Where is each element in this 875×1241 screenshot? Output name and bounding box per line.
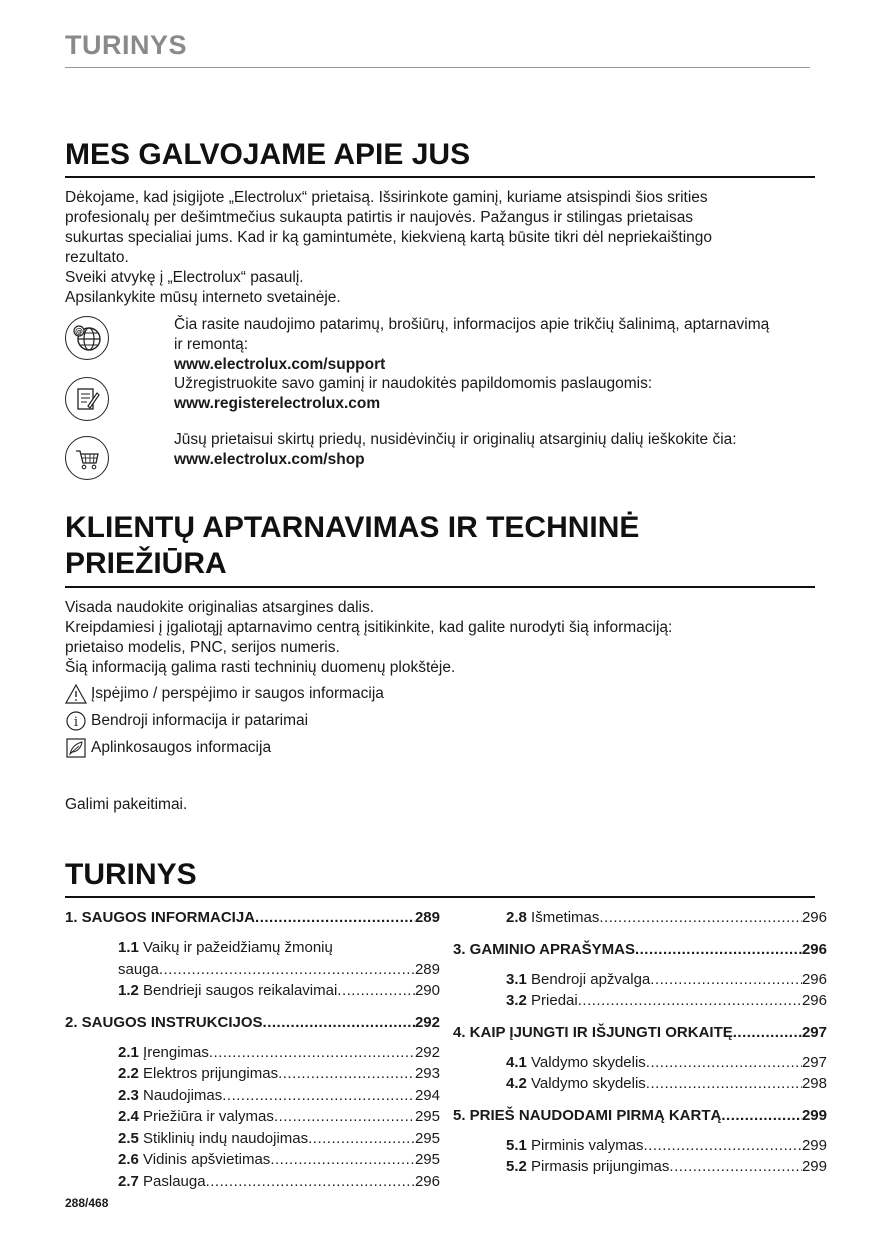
toc-leader-dots <box>721 1106 802 1126</box>
toc-section-label: sauga <box>118 960 159 978</box>
toc-chapter-label: 2. SAUGOS INSTRUKCIJOS <box>65 1013 263 1031</box>
toc-section-entry[interactable] <box>506 970 827 990</box>
toc-section-label: Išmetimas <box>531 909 600 926</box>
toc-section-entry[interactable] <box>506 1074 827 1094</box>
toc-page-number: 296 <box>801 940 827 958</box>
toc-section-entry[interactable] <box>118 960 440 980</box>
toc-section-number: 4.2 <box>506 1075 527 1092</box>
toc-section-label: Pirminis valymas <box>531 1136 644 1154</box>
toc-section-label: Valdymo skydelis <box>531 1075 646 1092</box>
page-number: 288/468 <box>65 1196 109 1210</box>
register-form-icon <box>65 377 109 421</box>
toc-chapter-label: 4. KAIP ĮJUNGTI IR IŠJUNGTI ORKAITĘ <box>453 1023 733 1041</box>
toc-section-label: Įrengimas <box>143 1043 209 1061</box>
register-url-link[interactable]: www.registerelectrolux.com <box>174 395 381 412</box>
toc-section-entry[interactable] <box>118 1107 440 1127</box>
service-title-divider <box>65 586 815 588</box>
toc-section-entry[interactable] <box>118 1150 440 1170</box>
toc-page-number: 290 <box>414 982 440 999</box>
toc-leader-dots <box>274 1107 415 1127</box>
toc-leader-dots <box>308 1129 415 1149</box>
toc-section-label: Stiklinių indų naudojimas <box>143 1129 309 1147</box>
toc-page-number: 292 <box>414 1013 440 1031</box>
toc-section-number: 1.2 <box>118 982 139 999</box>
support-link-row <box>174 315 769 375</box>
service-title-line: KLIENTŲ APTARNAVIMAS IR TECHNINĖ <box>65 511 640 544</box>
toc-section-entry[interactable] <box>506 1053 827 1073</box>
about-title-divider <box>65 176 815 178</box>
environment-note-text: Aplinkosaugos informacija <box>91 739 272 756</box>
toc-chapter-label: 5. PRIEŠ NAUDODAMI PIRMĄ KARTĄ <box>453 1106 722 1124</box>
toc-leader-dots <box>337 981 415 1001</box>
toc-page-number: 292 <box>414 1043 440 1061</box>
toc-section-number: 3.2 <box>506 992 527 1009</box>
svg-text:@: @ <box>75 327 83 336</box>
toc-page-number: 296 <box>801 909 827 926</box>
about-line: Dėkojame, kad įsigijote „Electrolux“ prietaisą. Išsirinkote gaminį, kuriame atsispindi šios srities <box>65 189 708 206</box>
info-note <box>65 710 308 732</box>
toc-section-entry[interactable] <box>118 938 440 958</box>
toc-leader-dots <box>650 970 802 990</box>
about-line: rezultato. <box>65 249 129 266</box>
toc-page-number: 297 <box>801 1023 827 1041</box>
info-note-text: Bendroji informacija ir patarimai <box>91 712 309 729</box>
toc-leader-dots <box>733 1023 802 1043</box>
toc-section-number: 2.4 <box>118 1108 139 1125</box>
toc-chapter-entry[interactable] <box>65 1013 440 1033</box>
toc-page-number: 299 <box>801 1136 827 1154</box>
register-description-line: Užregistruokite savo gaminį ir naudokitės papildomomis paslaugomis: <box>174 375 653 392</box>
toc-page-number: 289 <box>414 909 440 926</box>
toc-section-number: 2.5 <box>118 1129 139 1147</box>
service-line: Visada naudokite originalias atsargines dalis. <box>65 599 375 616</box>
toc-leader-dots <box>206 1172 415 1192</box>
toc-leader-dots <box>599 908 802 928</box>
service-title-line: PRIEŽIŪRA <box>65 547 227 580</box>
toc-chapter-label: 3. GAMINIO APRAŠYMAS <box>453 940 635 958</box>
toc-page-number: 299 <box>801 1106 827 1124</box>
running-header-title: TURINYS <box>65 30 188 60</box>
toc-section-number: 5.1 <box>506 1136 527 1154</box>
about-line: profesionalų per dešimtmečius sukaupta patirtis ir naujovės. Pažangus ir stilingas prietaisas <box>65 209 694 226</box>
support-url-link[interactable]: www.electrolux.com/support <box>174 356 386 373</box>
toc-section-number: 4.1 <box>506 1053 527 1071</box>
toc-section-entry[interactable] <box>506 1136 827 1156</box>
service-section-title <box>65 510 639 582</box>
info-icon <box>65 710 87 732</box>
toc-section-label: Bendrieji saugos reikalavimai <box>143 982 338 999</box>
shop-description-line: Jūsų prietaisui skirtų priedų, nusidėvinčių ir originalių atsarginių dalių ieškokite čia: <box>174 431 737 448</box>
toc-page-number: 297 <box>801 1053 827 1071</box>
toc-leader-dots <box>278 1064 415 1084</box>
toc-page-number: 295 <box>414 1129 440 1147</box>
changes-note: Galimi pakeitimai. <box>65 796 188 813</box>
toc-section-label: Priežiūra ir valymas <box>143 1108 274 1125</box>
toc-page-number: 296 <box>801 992 827 1009</box>
toc-section-label: Priedai <box>531 992 578 1009</box>
toc-section-number: 2.8 <box>506 909 527 926</box>
toc-leader-dots <box>270 1150 415 1170</box>
service-line: Šią informaciją galima rasti techninių duomenų plokštėje. <box>65 659 456 676</box>
toc-section-entry[interactable] <box>506 991 827 1011</box>
header-divider <box>65 67 810 68</box>
toc-chapter-entry[interactable] <box>453 1106 827 1126</box>
register-link-row <box>174 374 652 414</box>
toc-section-entry[interactable] <box>118 1129 440 1149</box>
toc-leader-dots <box>263 1013 415 1033</box>
toc-section-number: 2.1 <box>118 1043 139 1061</box>
toc-page-number: 296 <box>801 970 827 988</box>
toc-chapter-entry[interactable] <box>65 908 440 928</box>
toc-page-number: 294 <box>414 1086 440 1104</box>
toc-section-number: 2.2 <box>118 1065 139 1082</box>
service-line: prietaiso modelis, PNC, serijos numeris. <box>65 639 340 656</box>
toc-section-number: 2.6 <box>118 1151 139 1168</box>
toc-section-label: Pirmasis prijungimas <box>531 1158 670 1175</box>
shop-link-row <box>174 430 737 470</box>
about-paragraph <box>65 188 825 308</box>
toc-leader-dots <box>646 1074 802 1094</box>
toc-section-number: 1.1 <box>118 939 139 956</box>
toc-section-label: Naudojimas <box>143 1086 223 1104</box>
toc-page-number: 298 <box>801 1075 827 1092</box>
toc-page-number: 299 <box>801 1158 827 1175</box>
toc-section-label: Vidinis apšvietimas <box>143 1151 271 1168</box>
warning-note <box>65 683 384 705</box>
environment-leaf-icon <box>65 737 87 759</box>
toc-section-entry[interactable] <box>118 1064 440 1084</box>
toc-chapter-label: 1. SAUGOS INFORMACIJA <box>65 909 256 926</box>
toc-section-entry[interactable] <box>118 1172 440 1192</box>
toc-page-number: 295 <box>414 1108 440 1125</box>
support-description-line: ir remontą: <box>174 336 249 353</box>
toc-leader-dots <box>159 960 415 980</box>
toc-section-entry[interactable] <box>118 1086 440 1106</box>
toc-section-entry[interactable] <box>118 1043 440 1063</box>
toc-leader-dots <box>669 1157 802 1177</box>
toc-section-entry[interactable] <box>506 1157 827 1177</box>
about-line: Sveiki atvykę į „Electrolux“ pasaulį. <box>65 269 304 286</box>
toc-page-number: 289 <box>414 960 440 978</box>
toc-chapter-entry[interactable] <box>453 940 827 960</box>
toc-leader-dots <box>646 1053 802 1073</box>
toc-leader-dots <box>644 1136 802 1156</box>
toc-section-label: Paslauga <box>143 1172 206 1190</box>
shop-url-link[interactable]: www.electrolux.com/shop <box>174 451 365 468</box>
toc-leader-dots <box>255 908 415 928</box>
toc-section-number: 2.3 <box>118 1086 139 1104</box>
toc-leader-dots <box>578 991 802 1011</box>
toc-leader-dots <box>635 940 802 960</box>
warning-icon <box>65 683 87 705</box>
toc-section-number: 5.2 <box>506 1158 527 1175</box>
environment-note <box>65 737 271 759</box>
toc-section-number: 3.1 <box>506 970 527 988</box>
about-line: sukurtas specialiai jums. Kad ir ką gamintumėte, kiekvieną kartą būsite tikri dėl nepriekaištingo <box>65 229 712 246</box>
toc-section-entry[interactable] <box>506 908 827 928</box>
toc-page-number: 295 <box>414 1151 440 1168</box>
toc-page-number: 293 <box>414 1065 440 1082</box>
about-section-title: MES GALVOJAME APIE JUS <box>65 138 471 171</box>
about-line: Apsilankykite mūsų interneto svetainėje. <box>65 289 341 306</box>
warning-note-text: Įspėjimo / perspėjimo ir saugos informacija <box>91 685 384 702</box>
toc-title: TURINYS <box>65 858 197 891</box>
shopping-cart-icon <box>65 436 109 480</box>
svg-text:i: i <box>73 715 79 730</box>
toc-section-label: Valdymo skydelis <box>531 1053 646 1071</box>
globe-icon <box>65 316 109 360</box>
toc-leader-dots <box>209 1043 415 1063</box>
service-paragraph <box>65 598 825 678</box>
support-description-line: Čia rasite naudojimo patarimų, brošiūrų, informacijos apie trikčių šalinimą, aptarnavimą <box>174 316 770 333</box>
toc-section-label: Elektros prijungimas <box>143 1065 279 1082</box>
toc-section-label: Bendroji apžvalga <box>531 970 651 988</box>
toc-section-label: Vaikų ir pažeidžiamų žmonių <box>143 939 333 956</box>
toc-title-divider <box>65 896 815 898</box>
toc-page-number: 296 <box>414 1172 440 1190</box>
toc-section-entry[interactable] <box>118 981 440 1001</box>
toc-section-number: 2.7 <box>118 1172 139 1190</box>
service-line: Kreipdamiesi į įgaliotąjį aptarnavimo centrą įsitikinkite, kad galite nurodyti šią informaciją: <box>65 619 673 636</box>
toc-leader-dots <box>222 1086 415 1106</box>
toc-chapter-entry[interactable] <box>453 1023 827 1043</box>
